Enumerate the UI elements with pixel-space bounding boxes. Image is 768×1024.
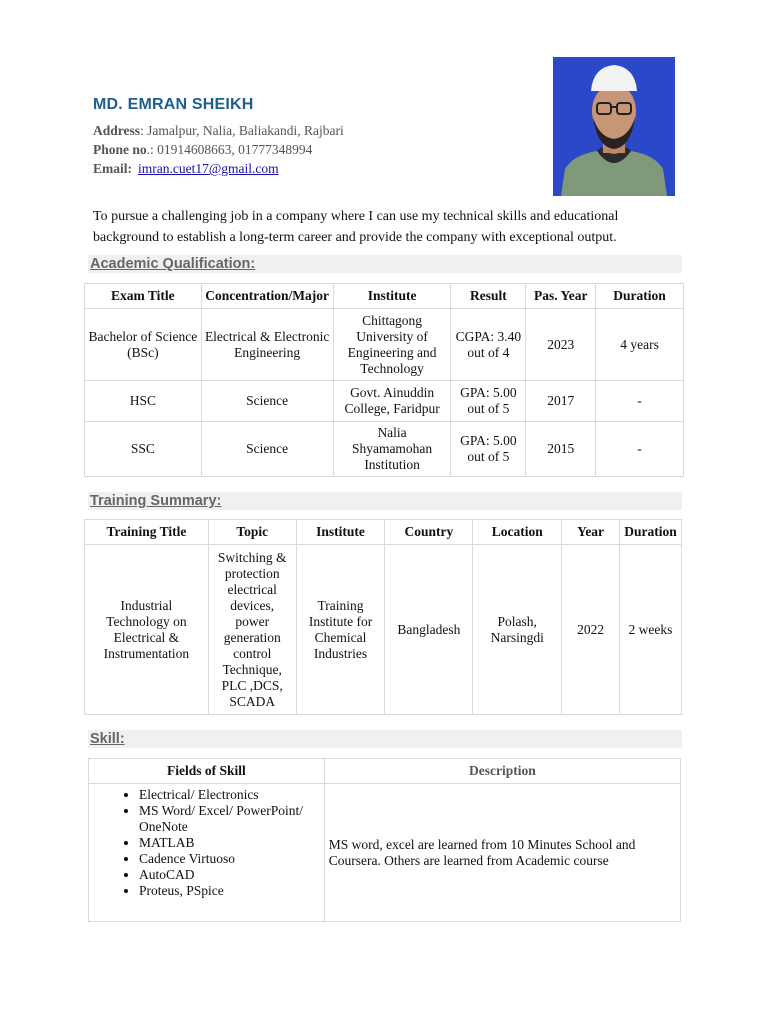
table-row [85,545,682,715]
table-cell: Bachelor of Science (BSc) [85,309,202,381]
table-cell: 2022 [562,545,620,715]
header-cell: Topic [208,520,296,545]
header-cell: Training Title [85,520,209,545]
skill-list [92,787,321,899]
address-label: Address [93,123,141,138]
skill-header-row [89,759,681,784]
table-cell: Bangladesh [385,545,473,715]
header-cell: Result [451,284,526,309]
header-cell: Exam Title [85,284,202,309]
list-item: • Cadence Virtuoso [139,851,321,867]
list-item: • AutoCAD [139,867,321,883]
list-item: • Proteus, PSpice [139,883,321,899]
phone-line [93,142,312,158]
table-cell: Electrical & Electronic Engineering [201,309,333,381]
table-cell: SSC [85,422,202,477]
table-cell: HSC [85,381,202,422]
table-cell: Switching & protection electrical devices, power generation control Technique, PLC ,DCS, SCADA [208,545,296,715]
table-row [85,381,684,422]
table-cell: Nalia Shyamamohan Institution [333,422,451,477]
skill-description: MS word, excel are learned from 10 Minutes School and Coursera. Others are learned from Academic course [324,784,680,922]
skill-heading-text: Skill: [90,731,125,747]
header-cell: Institute [333,284,451,309]
phone-label: Phone no [93,142,147,157]
list-item: • MATLAB [139,835,321,851]
header-cell: Location [473,520,562,545]
training-heading-text: Training Summary: [90,493,222,509]
academic-header-row [85,284,684,309]
list-item: • Electrical/ Electronics [139,787,321,803]
skill-list-cell [89,784,325,922]
candidate-name: MD. EMRAN SHEIKH [93,96,254,113]
table-row [85,422,684,477]
header-cell: Institute [296,520,385,545]
table-cell: CGPA: 3.40 out of 4 [451,309,526,381]
table-cell: Training Institute for Chemical Industries [296,545,385,715]
header-cell: Country [385,520,473,545]
training-table [84,519,682,715]
phone-value: .: 01914608663, 01777348994 [146,142,313,157]
table-cell: Govt. Ainuddin College, Faridpur [333,381,451,422]
table-cell: Polash, Narsingdi [473,545,562,715]
skill-heading [88,730,682,748]
academic-heading [88,255,682,273]
table-row [89,784,681,922]
header-cell: Duration [619,520,681,545]
table-cell: GPA: 5.00 out of 5 [451,381,526,422]
header-cell: Description [324,759,680,784]
address-line [93,123,344,139]
table-cell: Science [201,422,333,477]
portrait-image [553,57,675,196]
email-label: Email: [93,161,132,176]
list-item: • MS Word/ Excel/ PowerPoint/ OneNote [139,803,321,835]
table-cell: Industrial Technology on Electrical & Instrumentation [85,545,209,715]
table-row [85,309,684,381]
email-line [93,161,279,177]
training-header-row [85,520,682,545]
header-cell: Year [562,520,620,545]
academic-table [84,283,684,477]
table-cell: 2015 [526,422,596,477]
email-link[interactable]: imran.cuet17@gmail.com [138,161,279,176]
table-cell: - [596,422,684,477]
table-cell: - [596,381,684,422]
table-cell: Science [201,381,333,422]
table-cell: 2023 [526,309,596,381]
header-cell: Concentration/Major [201,284,333,309]
profile-photo [553,57,675,196]
table-cell: 2 weeks [619,545,681,715]
academic-heading-text: Academic Qualification: [90,256,256,272]
address-value: : Jamalpur, Nalia, Baliakandi, Rajbari [140,123,344,138]
table-cell: Chittagong University of Engineering and Technology [333,309,451,381]
table-cell: 4 years [596,309,684,381]
table-cell: GPA: 5.00 out of 5 [451,422,526,477]
header-cell: Fields of Skill [89,759,325,784]
table-cell: 2017 [526,381,596,422]
training-heading [88,492,682,510]
header-cell: Pas. Year [526,284,596,309]
skill-table [88,758,681,922]
header-cell: Duration [596,284,684,309]
career-objective: To pursue a challenging job in a company where I can use my technical skills and educational background to establish a long-term career and provide the company with exceptional output. [93,209,619,245]
